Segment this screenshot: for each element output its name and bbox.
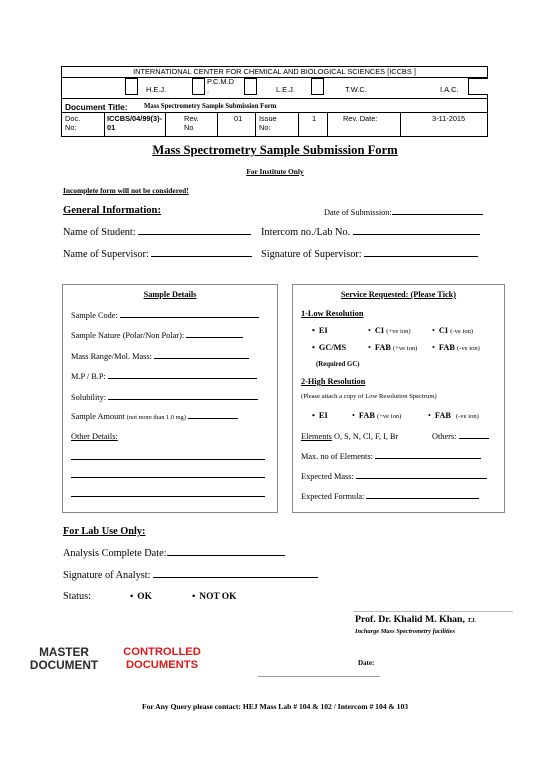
signatory-date-label: Date: <box>358 659 375 667</box>
sample-nature-label: Sample Nature (Polar/Non Polar): <box>71 331 185 340</box>
institute-name: INTERNATIONAL CENTER FOR CHEMICAL AND BIOLOGICAL SCIENCES [ICCBS ] <box>133 67 416 76</box>
lab-use-heading: For Lab Use Only: <box>63 526 146 537</box>
other-details-line[interactable] <box>71 496 265 497</box>
mp-bp-field[interactable] <box>108 378 257 379</box>
option-lr-ci-negative-note: (-ve ion) <box>450 328 474 335</box>
name-of-supervisor-field[interactable] <box>151 256 252 257</box>
status-ok-label: OK <box>137 592 152 602</box>
sample-amount-note: (not more than 1.0 mg) <box>126 414 186 421</box>
mass-range-label: Mass Range/Mol. Mass: <box>71 352 152 361</box>
max-elements-field[interactable] <box>375 458 481 459</box>
sample-amount-label: Sample Amount <box>71 412 125 421</box>
issue-no-value: 1 <box>312 114 317 123</box>
sample-amount-field[interactable] <box>188 418 238 419</box>
analysis-date-label: Analysis Complete Date: <box>63 548 167 559</box>
intercom-field[interactable] <box>353 234 480 235</box>
contact-footer: For Any Query please contact: HEJ Mass Lab # 104 & 102 / Intercom # 104 & 103 <box>141 702 409 711</box>
signatory-name-text: Prof. Dr. Khalid M. Khan, <box>355 614 465 625</box>
other-details-line[interactable] <box>71 477 265 478</box>
rev-no-value: 01 <box>234 114 243 123</box>
general-info-heading: General Information: <box>63 205 161 216</box>
doc-no-value: ICCBS/04/99(3)-01 <box>107 114 163 132</box>
expected-formula-field[interactable] <box>366 498 479 499</box>
doc-title-label: Document Title: <box>65 102 128 112</box>
cell-divider <box>104 112 105 137</box>
form-subtitle: For Institute Only <box>246 167 304 176</box>
other-details-line[interactable] <box>71 459 265 460</box>
required-gc-note: (Required GC) <box>316 361 360 368</box>
controlled-stamp-line1: CONTROLLED <box>123 646 201 658</box>
option-lr-ci-positive[interactable] <box>368 326 411 335</box>
analysis-date-row <box>63 548 285 559</box>
others-label: Others: <box>432 432 457 441</box>
unit-pcmd: P.C.M.D . <box>207 77 234 95</box>
sample-code-field[interactable] <box>120 317 259 318</box>
option-hr-fab-positive-note: (+ve ion) <box>376 413 402 420</box>
pcmd-checkbox[interactable] <box>192 78 205 95</box>
analyst-signature-label: Signature of Analyst: <box>63 570 151 581</box>
expected-mass-label: Expected Mass: <box>301 472 354 481</box>
supervisor-signature-row <box>261 249 478 260</box>
expected-formula-label: Expected Formula: <box>301 492 365 501</box>
sample-details-heading: Sample Details <box>143 290 197 299</box>
rev-no-label: Rev. No <box>184 114 199 132</box>
option-lr-fab-positive-label: FAB <box>374 343 391 352</box>
expected-mass-row <box>301 472 487 481</box>
sample-nature-field[interactable] <box>186 337 243 338</box>
signatory-name <box>355 614 476 625</box>
expected-formula-row <box>301 492 479 501</box>
elements-label: Elements <box>301 432 332 441</box>
cell-divider <box>327 112 328 137</box>
master-stamp-line2: DOCUMENT <box>29 658 99 672</box>
student-row <box>63 227 251 238</box>
status-not-ok-label: NOT OK <box>199 592 237 602</box>
doc-title-value: Mass Spectrometry Sample Submission Form <box>144 103 277 110</box>
name-of-supervisor-label: Name of Supervisor: <box>63 249 149 260</box>
analysis-date-field[interactable] <box>167 555 285 556</box>
controlled-stamp-line2: DOCUMENTS <box>125 659 199 671</box>
name-of-student-label: Name of Student: <box>63 227 136 238</box>
incomplete-warning: Incomplete form will not be considered! <box>63 186 189 195</box>
supervisor-signature-label: Signature of Supervisor: <box>261 249 362 260</box>
master-stamp-line1: MASTER <box>39 645 89 659</box>
unit-lej: L.E.J. <box>276 85 295 94</box>
option-lr-fab-negative[interactable] <box>432 343 480 352</box>
unit-twc: T.W.C. <box>345 85 367 94</box>
rev-date-label: Rev. Date: <box>343 114 378 123</box>
option-lr-fab-positive-note: (+ve ion) <box>392 345 418 352</box>
intercom-label: Intercom no./Lab No. <box>261 227 351 238</box>
elements-row <box>301 432 398 441</box>
option-lr-ci-negative[interactable] <box>432 326 473 335</box>
option-lr-fab-positive[interactable] <box>368 343 417 352</box>
lej-checkbox[interactable] <box>244 78 257 95</box>
low-resolution-heading: 1-Low Resolution <box>301 309 364 318</box>
mp-bp-row <box>71 372 257 381</box>
option-lr-gcms-label: GC/MS <box>318 343 347 352</box>
sample-code-label: Sample Code: <box>71 311 118 320</box>
option-lr-fab-negative-label: FAB <box>438 343 455 352</box>
iac-checkbox[interactable] <box>468 78 488 95</box>
elements-list: O, S, N, Cl, F, I, Br <box>331 432 399 441</box>
option-lr-ci-positive-note: (+ve ion) <box>386 328 411 335</box>
option-lr-fab-negative-note: (-ve ion) <box>456 345 480 352</box>
other-details-label: Other Details: <box>71 432 118 441</box>
date-of-submission-field[interactable] <box>392 214 483 215</box>
others-field[interactable] <box>459 438 489 439</box>
high-resolution-note: (Please attach a copy of Low Resolution Spectrum) <box>301 393 437 400</box>
hej-checkbox[interactable] <box>125 78 138 95</box>
mass-range-field[interactable] <box>154 358 249 359</box>
cell-divider <box>255 112 256 137</box>
option-hr-fab-positive-label: FAB <box>358 411 375 420</box>
expected-mass-field[interactable] <box>356 478 487 479</box>
max-elements-row <box>301 452 481 461</box>
issue-no-label: Issue No: <box>259 114 277 132</box>
sample-nature-row <box>71 331 243 340</box>
option-lr-ei-label: EI <box>318 326 328 335</box>
option-hr-ei[interactable] <box>312 411 328 420</box>
service-requested-heading: Service Requested: (Please Tick) <box>340 290 457 299</box>
sample-code-row <box>71 311 259 320</box>
date-line <box>258 676 380 677</box>
status-not-ok-option[interactable] <box>192 592 236 602</box>
cell-divider <box>298 112 299 137</box>
supervisor-signature-field[interactable] <box>364 256 478 257</box>
unit-iac: I.A.C. <box>440 85 459 94</box>
form-title: Mass Spectrometry Sample Submission Form <box>152 143 398 157</box>
supervisor-row <box>63 249 252 260</box>
header-divider <box>62 112 487 113</box>
status-label: Status: <box>63 591 92 602</box>
analyst-signature-row <box>63 570 318 581</box>
solubility-row <box>71 393 258 402</box>
cell-divider <box>217 112 218 137</box>
doc-no-label: Doc. No: <box>65 114 81 132</box>
master-document-stamp <box>22 646 106 672</box>
analyst-signature-field[interactable] <box>153 577 318 578</box>
option-lr-ci-positive-label: CI <box>374 326 385 335</box>
name-of-student-field[interactable] <box>138 234 251 235</box>
header-divider <box>62 98 487 99</box>
option-hr-fab-negative-note: (-ve ion) <box>455 413 479 420</box>
cell-divider <box>400 112 401 137</box>
intercom-row <box>261 227 480 238</box>
cell-divider <box>165 112 166 137</box>
option-hr-fab-positive[interactable] <box>352 411 401 420</box>
option-lr-ci-negative-label: CI <box>438 326 449 335</box>
mp-bp-label: M.P / B.P: <box>71 372 106 381</box>
option-lr-gcms[interactable] <box>312 343 346 352</box>
solubility-label: Solubility: <box>71 393 107 402</box>
option-lr-ei[interactable] <box>312 326 328 335</box>
signatory-suffix: T.I. <box>467 617 477 624</box>
option-hr-ei-label: EI <box>318 411 328 420</box>
option-hr-fab-negative[interactable] <box>428 411 479 420</box>
mass-range-row <box>71 352 249 361</box>
option-hr-fab-negative-label: FAB <box>434 411 451 420</box>
signature-line <box>353 611 513 612</box>
others-row <box>432 432 489 441</box>
sample-amount-row <box>71 412 238 421</box>
unit-hej: H.E.J. <box>146 85 167 94</box>
signatory-role: Incharge Mass Spectrometry facilities <box>355 628 455 635</box>
twc-checkbox[interactable] <box>311 78 324 95</box>
high-resolution-heading: 2-High Resolution <box>301 377 366 386</box>
date-of-submission-label: Date of Submission: <box>324 208 392 217</box>
max-elements-label: Max. no of Elements: <box>301 452 373 461</box>
controlled-documents-stamp <box>117 646 207 672</box>
status-ok-option[interactable] <box>130 592 152 602</box>
solubility-field[interactable] <box>108 399 258 400</box>
document-header-table <box>61 66 488 137</box>
rev-date-value: 3-11-2015 <box>432 114 466 123</box>
date-of-submission <box>324 208 483 217</box>
